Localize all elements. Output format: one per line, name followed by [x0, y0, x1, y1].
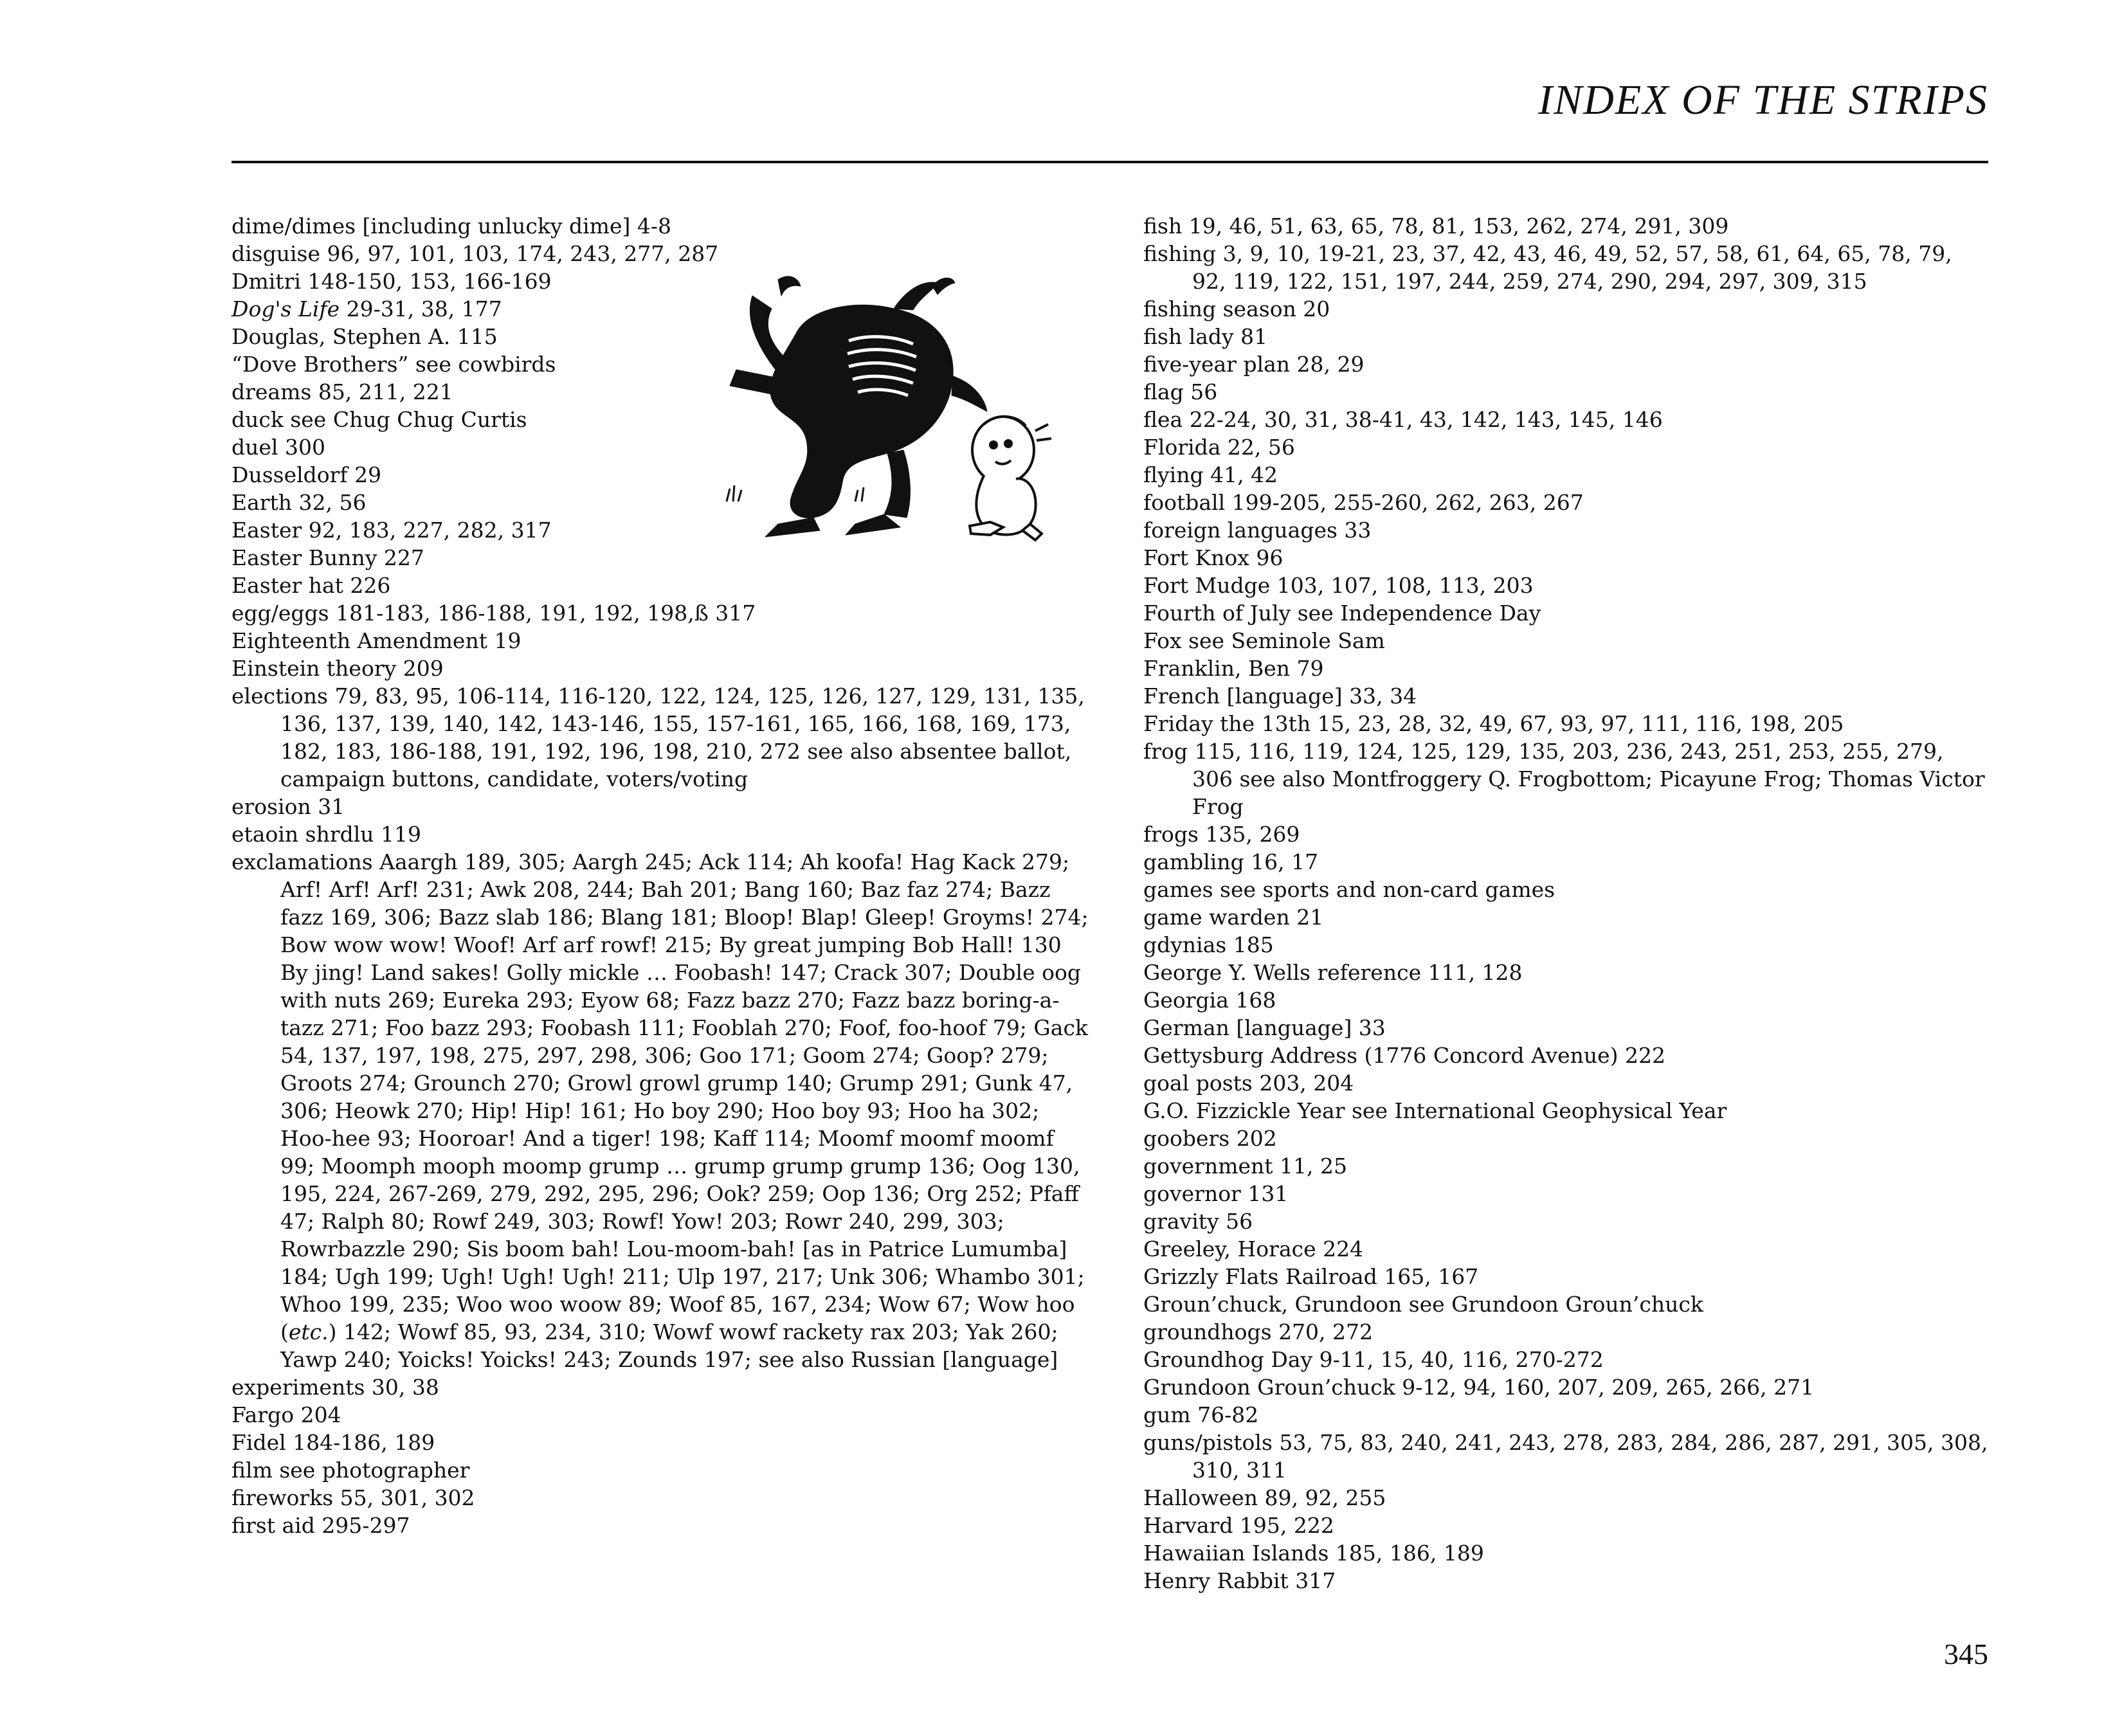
entry-text: 29-31, 38, 177: [340, 296, 502, 321]
entry-text: Harvard 195, 222: [1143, 1513, 1334, 1538]
index-entry: [1143, 848, 1990, 876]
entry-text: goal posts 203, 204: [1143, 1071, 1354, 1096]
entry-text: goobers 202: [1143, 1126, 1277, 1151]
entry-text: Dmitri 148-150, 153, 166-169: [231, 269, 552, 294]
index-entry: [1143, 544, 1990, 572]
index-entry: [1143, 1069, 1990, 1097]
index-entry: [1143, 240, 1990, 295]
entry-text: G.O. Fizzickle Year see International Geophysical Year: [1143, 1098, 1727, 1123]
index-entry: [231, 1373, 1093, 1401]
index-column-right: [1143, 212, 1990, 1595]
index-entry: [1143, 489, 1990, 516]
index-entry: [231, 1429, 1093, 1456]
entry-text: Henry Rabbit 317: [1143, 1568, 1336, 1593]
entry-text: fishing season 20: [1143, 296, 1330, 321]
index-entry: [1143, 461, 1990, 489]
entry-text: fish lady 81: [1143, 324, 1268, 349]
entry-text: duel 300: [231, 435, 325, 460]
entry-text: first aid 295-297: [231, 1513, 410, 1538]
index-entry: [1143, 1125, 1990, 1152]
index-entry: [1143, 959, 1990, 986]
index-entry: [1143, 1346, 1990, 1373]
index-entry: [1143, 737, 1990, 820]
entry-text: egg/eggs 181-183, 186-188, 191, 192, 198,ß 317: [231, 601, 756, 626]
entry-text: experiments 30, 38: [231, 1375, 439, 1400]
entry-text: Fort Mudge 103, 107, 108, 113, 203: [1143, 573, 1534, 598]
index-entry: [1143, 820, 1990, 848]
entry-text: Gettysburg Address (1776 Concord Avenue) 222: [1143, 1043, 1666, 1068]
entry-text: Georgia 168: [1143, 988, 1276, 1013]
entry-text: Douglas, Stephen A. 115: [231, 324, 498, 349]
entry-text: flag 56: [1143, 379, 1218, 404]
index-entry: [231, 820, 1093, 848]
index-entry: [1143, 378, 1990, 406]
index-entry: [231, 572, 1093, 599]
index-entry: [231, 682, 1093, 793]
index-entry: [1143, 1014, 1990, 1042]
entry-text: frogs 135, 269: [1143, 822, 1300, 847]
entry-text: Greeley, Horace 224: [1143, 1236, 1364, 1261]
entry-text: foreign languages 33: [1143, 518, 1372, 543]
index-entry: [1143, 1539, 1990, 1567]
entry-text: Easter 92, 183, 227, 282, 317: [231, 518, 552, 543]
entry-text: gambling 16, 17: [1143, 849, 1319, 874]
entry-text: Earth 32, 56: [231, 490, 367, 515]
entry-text: flying 41, 42: [1143, 462, 1278, 487]
page-title: INDEX OF THE STRIPS: [1538, 77, 1988, 123]
entry-text: Fox see Seminole Sam: [1143, 628, 1385, 653]
entry-text: Fidel 184-186, 189: [231, 1430, 435, 1455]
entry-text: dime/dimes [including unlucky dime] 4-8: [231, 213, 671, 239]
entry-text: disguise 96, 97, 101, 103, 174, 243, 277, 287: [231, 241, 719, 266]
entry-text: dreams 85, 211, 221: [231, 379, 453, 404]
index-entry: [1143, 1042, 1990, 1069]
entry-text: government 11, 25: [1143, 1153, 1347, 1179]
index-entry: [1143, 1207, 1990, 1235]
index-entry: [1143, 599, 1990, 627]
entry-text: gravity 56: [1143, 1209, 1253, 1234]
index-entry: [231, 1484, 1093, 1512]
entry-text: Grizzly Flats Railroad 165, 167: [1143, 1264, 1479, 1289]
entry-text: game warden 21: [1143, 905, 1324, 930]
entry-italic-title: Dog's Life: [231, 296, 340, 321]
index-entry: [1143, 1429, 1990, 1484]
index-entry: [1143, 1180, 1990, 1207]
index-entry: [1143, 350, 1990, 378]
index-entry: [231, 793, 1093, 820]
header-rule: [231, 161, 1988, 163]
entry-text: fishing 3, 9, 10, 19-21, 23, 37, 42, 43, 46, 49, 52, 57, 58, 61, 64, 65, 78, 79, 92, 119, 122, 151, 197, 244, 259, 274, 290, 294, 297, 309, 315: [1143, 241, 1952, 294]
index-entry: [231, 1401, 1093, 1429]
index-entry: [1143, 572, 1990, 599]
entry-text: frog 115, 116, 119, 124, 125, 129, 135, 203, 236, 243, 251, 253, 255, 279, 306 see also Montfroggery Q. Frogbottom; Picayune Frog; Thomas Victor Frog: [1143, 739, 1985, 819]
entry-text: Einstein theory 209: [231, 656, 444, 681]
index-entry: [1143, 212, 1990, 240]
entry-text: Friday the 13th 15, 23, 28, 32, 49, 67, 93, 97, 111, 116, 198, 205: [1143, 711, 1844, 736]
entry-text: etaoin shrdlu 119: [231, 822, 422, 847]
index-entry: [231, 655, 1093, 682]
index-entry: [1143, 1097, 1990, 1125]
entry-text: Groun’chuck, Grundoon see Grundoon Groun’chuck: [1143, 1292, 1703, 1317]
index-entry: [231, 212, 1093, 240]
index-entry: [1143, 1235, 1990, 1263]
entry-text: Fourth of July see Independence Day: [1143, 601, 1541, 626]
entry-text: gum 76-82: [1143, 1402, 1259, 1427]
index-entry: [1143, 931, 1990, 959]
entry-text: flea 22-24, 30, 31, 38-41, 43, 142, 143, 145, 146: [1143, 407, 1663, 432]
index-entry: [231, 240, 1093, 267]
entry-text: fish 19, 46, 51, 63, 65, 78, 81, 153, 262, 274, 291, 309: [1143, 213, 1729, 239]
index-entry: [1143, 295, 1990, 323]
index-entry: [231, 627, 1093, 655]
entry-text: erosion 31: [231, 794, 345, 819]
entry-text: gdynias 185: [1143, 932, 1274, 957]
entry-text: Eighteenth Amendment 19: [231, 628, 521, 653]
entry-text: Groundhog Day 9-11, 15, 40, 116, 270-272: [1143, 1347, 1604, 1372]
index-entry: [1143, 516, 1990, 544]
index-entry: [1143, 406, 1990, 433]
index-entry: [1143, 655, 1990, 682]
index-entry: [1143, 682, 1990, 710]
index-entry: [1143, 986, 1990, 1014]
index-entry: [1143, 903, 1990, 931]
index-entry: [1143, 627, 1990, 655]
index-entry: [231, 1512, 1093, 1539]
index-entry: [1143, 1373, 1990, 1401]
index-entry: [1143, 1567, 1990, 1595]
cartoon-illustration: [701, 270, 1074, 566]
entry-text: elections 79, 83, 95, 106-114, 116-120, 122, 124, 125, 126, 127, 129, 131, 135, 136, 137, 139, 140, 142, 143-146, 155, 157-161, 165, 166, 168, 169, 173, 182, 183, 186-188, 191, 192, 196, 198, 210, 272 see also absentee ballot, campaign buttons, candidate, voters/voting: [231, 683, 1085, 791]
entry-text: fireworks 55, 301, 302: [231, 1485, 475, 1510]
entry-text: George Y. Wells reference 111, 128: [1143, 960, 1523, 985]
entry-text: duck see Chug Chug Curtis: [231, 407, 527, 432]
entry-text: games see sports and non-card games: [1143, 877, 1555, 902]
index-entry: [1143, 323, 1990, 350]
index-entry: [231, 599, 1093, 627]
entry-text: football 199-205, 255-260, 262, 263, 267: [1143, 490, 1584, 515]
entry-text: Halloween 89, 92, 255: [1143, 1485, 1386, 1510]
index-entry: [231, 1456, 1093, 1484]
entry-text: Fort Knox 96: [1143, 545, 1283, 570]
index-entry: [1143, 876, 1990, 903]
entry-text-continued: ) 142; Wowf 85, 93, 234, 310; Wowf wowf rackety rax 203; Yak 260; Yawp 240; Yoicks! Yoicks! 243; Zounds 197; see also Russian [language]: [280, 1319, 1058, 1372]
upside-down-dog-drawing: [730, 276, 987, 537]
entry-text: “Dove Brothers” see cowbirds: [231, 352, 556, 377]
entry-text: Franklin, Ben 79: [1143, 656, 1324, 681]
entry-text: Dusseldorf 29: [231, 462, 382, 487]
entry-text: Fargo 204: [231, 1402, 341, 1427]
index-entry: [1143, 1290, 1990, 1318]
index-entry: [1143, 1263, 1990, 1290]
entry-text: Hawaiian Islands 185, 186, 189: [1143, 1541, 1484, 1566]
index-entry: [1143, 710, 1990, 737]
entry-text: groundhogs 270, 272: [1143, 1319, 1374, 1344]
entry-text: exclamations Aaargh 189, 305; Aargh 245; Ack 114; Ah koofa! Hag Kack 279; Arf! Arf! Arf! 231; Awk 208, 244; Bah 201; Bang 160; Baz faz 274; Bazz fazz 169, 306; Bazz slab 186; Blang 181; Bloop! Blap! Gleep! Groyms! 274; Bow wow wow! Woof! Arf arf rowf! 215; By great jumping Bob Hall! 130 By jing! Land sakes! Golly mickle … Foobash! 147; Crack 307; Double oog with nuts 269; Eureka 293; Eyow 68; Fazz bazz 270; Fazz bazz boring-a-tazz 271; Foo bazz 293; Foobash 111; Fooblah 270; Foof, foo-hoof 79; Gack 54, 137, 197, 198, 275, 297, 298, 306; Goo 171; Goom 274; Goop? 279; Groots 274; Grounch 270; Growl growl grump 140; Grump 291; Gunk 47, 306; Heowk 270; Hip! Hip! 161; Ho boy 290; Hoo boy 93; Hoo ha 302; Hoo-hee 93; Hooroar! And a tiger! 198; Kaff 114; Moomf moomf moomf 99; Moomph mooph moomp grump … grump grump grump 136; Oog 130, 195, 224, 267-269, 279, 292, 295, 296; Ook? 259; Oop 136; Org 252; Pfaff 47; Ralph 80; Rowf 249, 303; Rowf! Yow! 203; Rowr 240, 299, 303; Rowrbazzle 290; Sis boom bah! Lou-moom-bah! [as in Patrice Lumumba] 184; Ugh 199; Ugh! Ugh! Ugh! 211; Ulp 197, 217; Unk 306; Whambo 301; Whoo 199, 235; Woo woo woow 89; Woof 85, 167, 234; Wow 67; Wow hoo (: [231, 849, 1089, 1344]
entry-text: Easter hat 226: [231, 573, 391, 598]
index-entry: [1143, 433, 1990, 461]
child-figure-drawing: [970, 417, 1051, 540]
index-entry: [1143, 1401, 1990, 1429]
page-number: 345: [1944, 1638, 1988, 1670]
entry-text: Easter Bunny 227: [231, 545, 424, 570]
entry-text: French [language] 33, 34: [1143, 683, 1417, 709]
entry-text: guns/pistols 53, 75, 83, 240, 241, 243, 278, 283, 284, 286, 287, 291, 305, 308, 310, 311: [1143, 1430, 1988, 1483]
index-entry: [1143, 1512, 1990, 1539]
entry-text: governor 131: [1143, 1181, 1289, 1206]
entry-text: film see photographer: [231, 1458, 470, 1483]
index-entry: [1143, 1318, 1990, 1346]
entry-text: German [language] 33: [1143, 1015, 1386, 1040]
index-entry: [1143, 1152, 1990, 1180]
index-entry: [231, 848, 1093, 1373]
index-entry: [1143, 1484, 1990, 1512]
entry-text: Grundoon Groun’chuck 9-12, 94, 160, 207, 209, 265, 266, 271: [1143, 1375, 1815, 1400]
entry-text: Florida 22, 56: [1143, 435, 1295, 460]
entry-italic-text: etc.: [288, 1319, 329, 1344]
entry-text: five-year plan 28, 29: [1143, 352, 1365, 377]
